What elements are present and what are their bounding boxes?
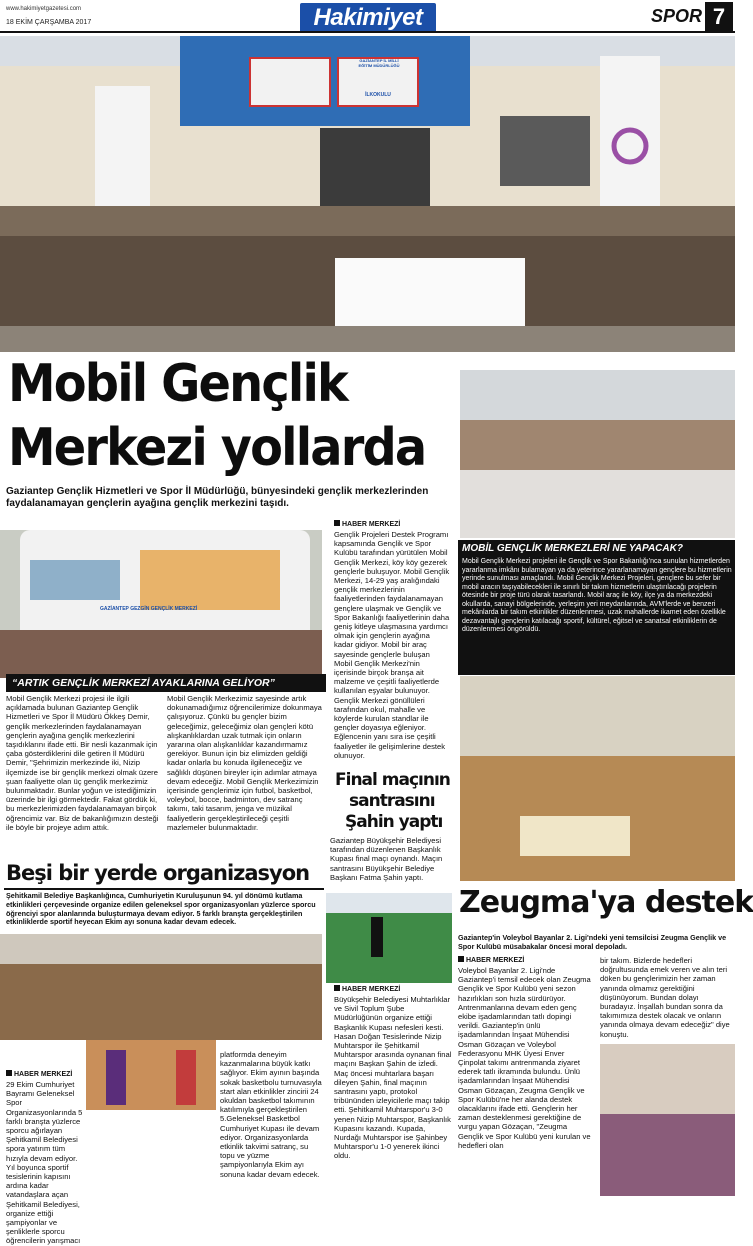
final-headline-line2: santrasını <box>349 791 435 811</box>
building-sign-right: İLKOKULU <box>365 92 391 98</box>
page-number: 7 <box>705 2 733 32</box>
final-headline-line1: Final maçının <box>335 770 450 790</box>
zeugma-byline: HABER MERKEZİ <box>458 956 524 964</box>
volleyball-players-photo <box>600 1044 735 1196</box>
besi-byline: HABER MERKEZİ <box>6 1070 72 1078</box>
main-headline-line2: Merkezi yollarda <box>8 418 426 478</box>
quote-banner: “ARTIK GENÇLİK MERKEZİ AYAKLARINA GELİYOR” <box>6 674 326 692</box>
main-byline: HABER MERKEZİ <box>334 520 400 528</box>
header-divider <box>0 31 735 33</box>
besi-headline: Beşi bir yerde organizasyon <box>6 861 310 885</box>
main-headline-line1: Mobil Gençlik <box>8 354 347 414</box>
newspaper-logo <box>300 3 436 33</box>
besi-col1: 29 Ekim Cumhuriyet Bayramı Geleneksel Spor Organizasyonlarında 5 farklı branşta yüzlerce sporcu ağırlayan Şehitkamil Belediyesi spora yatırım tüm hızıyla devam ediyor. Yıl boyunca sportif tesislerinin kapısını ardına kadar vatandaşlara açan Şehitkamil Belediyesi, organize ettiği şampiyonlar ve şenliklerle sporcu öğrencilerin yarışmacı <box>6 1080 83 1246</box>
sidebar-text: Mobil Gençlik Merkezi projeleri ile Gençlik ve Spor Bakanlığı'nca sunulan hizmetlerden yararlanma imkânı bulamayan ya da yeterince yararlanamayan gençlere bu hizmetlerin yerinde sunulması amaçlandı. Mobil Gençlik Merkezi Projeleri, gençlere bu sefer bir mobil aracın taşıyabilecekleri ile sınırlı bir takım hizmetlerin ulaştırılacağı projelerin ötesinde bir proje türü olarak tasarlandı. Mobil araç ile köy, ilçe ya da merkezdeki okullarda, sanayi bölgelerinde, yerleşim yeri meydanlarında, AVM'lerde ve benzeri mekânlarda bir takım etkinlikler düzenlenmesi, uzak mahallerde ikamet eden özellikle dezavantajlı gençlerin katılacağı sportif, kültürel, eğitsel ve sanatsal etkinliklerin de düzenlenmesi öngörüldü. <box>462 558 732 633</box>
zeugma-col1: Voleybol Bayanlar 2. Ligi'nde Gaziantep'i temsil edecek olan Zeugma Gençlik ve Spor Kulübü yeni sezon hazırlıkları son hızla sürdürüyor. Antrenmanlarına devam eden genç ekibe işadamlarından tatlı dopingi verildi. Gaziantep'in ünlü işadamlarından İnşaat Mühendisi Osman Gözaçan ve Voleybol Federasyonu MHK Üyesi Enver Çinpolat takımı antrenmanda ziyaret ederek tatlı ikramında bulundu. Ünlü işadamlarından İnşaat Mühendisi Osman Gözaçan, Zeugma Gençlik ve Spor Kulübü'ne her alanda destek olacaklarını ifade etti. Gençlerin her zaman desteklenmesi gerektiğine de vurgu yapan Gözaçan, "Zeugma Gençlik ve Spor Kulübü yeni kurulan ve hedefleri olan <box>458 966 591 1150</box>
besi-divider <box>4 888 324 890</box>
zeugma-col2: bir takım. Bizlerde hedefleri doğrultusunda emek veren ve alın teri döken bu gençlerimizin her zaman yanında olmamız gerektiğini düşünüyorum. Bundan dolayı buradayız. İnşallah bundan sonra da takımımıza destek olacak ve onların yanında olmaya devam edeceğiz" diye konuştu. <box>600 956 730 1039</box>
building-sign-left: GAZİANTEP İL MİLLİ EĞİTİM MÜDÜRLÜĞÜ <box>358 58 400 68</box>
issue-date: 18 EKİM ÇARŞAMBA 2017 <box>6 19 92 26</box>
final-intro: Gaziantep Büyükşehir Belediyesi tarafından düzenlenen Başkanlık Kupası final maçı oynandı. Maçın santrasını Büyükşehir Belediye Başkanı Fatma Şahin yaptı. <box>330 836 443 882</box>
sidebar-title: MOBİL GENÇLİK MERKEZLERİ NE YAPACAK? <box>462 543 683 554</box>
main-story-right-col: Gençlik Projeleri Destek Programı kapsamında Gençlik ve Spor Kulübü tarafından yürütülen Mobil Gençlik Merkezi, köy köy gezerek gençlerle buluşuyor. Mobil Gençlik Merkezi, 14-29 yaş aralığındaki gençlik merkezlerinin faaliyetlerinden faydalanamayan gençlere ulaşmak ve Gençlik ve Spor Bakanlığı faaliyetlerinin daha geniş kitleye ulaşmasına yardımcı olmak için gençlerin ayağına kadar gidiyor. Mobil bir araç sayesinde gençlerle buluşan Mobil Gençlik Merkezi'nin içerisinde birçok branşa ait malzeme ve çeşitli faaliyetlerde kullanılan eşyalar bulunuyor. Gençlik Merkezi gönüllüleri tarafından okul, mahalle ve köylerde kurulan standlar ile gençler doyasıya eğleniyor. Eğlencenin yanı sıra ise çeşitli faaliyetler ile gelişimlerine destek olunuyor. <box>334 530 450 760</box>
final-headline <box>335 770 455 833</box>
main-story-col1: Mobil Gençlik Merkezi projesi ile ilgili açıklamada bulunan Gaziantep Gençlik Hizmetleri ve Spor İl Müdürü Ökkeş Demir, gençlik merkezlerinden faydalanamayan gençlerin ayağına gençlik merkezlerini taşıdıklarını ifade etti. Bir nesli kazanmak için çaba gösterdiklerini dile getiren İl Müdürü Demir, "Şehrimizin merkezinde iki, Nizip ilçemizde ise bir gençlik merkezi olmak üzere şuan faaliyette olan üç gençlik merkezimiz bulunmaktadır. Bunlar yoğun ve istediğimizin üzerinde bir ilgi görmektedir. Fakat gördük ki, bu merkezlerimizden faydalanamayan birçok öğrencimiz var. Biz de bakanlığımızın desteği ile böyle bir projeye adım attık. <box>6 694 159 832</box>
final-story-body: Büyükşehir Belediyesi Muhtarlıklar ve Sivil Toplum Şube Müdürlüğünün organize ettiği Başkanlık Kupası nefesleri kesti. Hasan Doğan Tesislerinde Nizip Muhtarspor ile Şehitkamil Muhtarspor arasında oynanan final maçını Başkan Şahin de izledi. Maç öncesi muhtarlara başarı dileyen Şahin, final maçının santrasını yaptı, protokol tribününden izleyicilerle maçı takip etti. Şehitkamil Muhtarspor'u 3-0 yenen Nizip Muhtarspor, Başkanlık Kupasını kazandı. Kupada, Nurdağı Muhtarspor ise Şahinbey Muhtarspor'u 1-0 yenerek ikinci oldu. <box>334 995 452 1161</box>
logo-text: Hakimiyet <box>313 4 423 31</box>
site-url[interactable]: www.hakimiyetgazetesi.com <box>6 6 82 12</box>
football-photo <box>326 893 452 983</box>
volleyball-team-photo <box>460 676 735 881</box>
mobile-center-van-photo <box>0 530 322 678</box>
final-headline-line3: Şahin yaptı <box>345 812 443 832</box>
main-story-col2: Mobil Gençlik Merkezimiz sayesinde artık dokunamadığımız öğrencilerimize dokunmaya çalışıyoruz. Çünkü bu gençler bizim geleceğimiz, geleceğimiz olan gençleri kötü alışkanlıklardan uzak tutmak için onların yararına olan alışkanlıklar kazandırmamız gerekiyor. Bunun için biz elimizden geldiği kadar onlarla bu konuda ilgileneceğiz ve sağlıklı düşünen bireyler için adımlar atmaya devam edeceğiz. Mobil Gençlik Merkezimizin içerisinde gençlerimiz için futbol, basketbol, voleybol, bocce, badminton, dev satranç takımı, taki tasarım, jenga ve müzikal faaliyetlerin gerçekleştirileceği çeşitli mazlemeler bulunmaktadır. <box>167 694 322 832</box>
section-title: SPOR <box>651 6 703 26</box>
besi-col2: platformda deneyim kazanmalarına büyük katkı sağlıyor. Ekim ayının başında sokak basketbolu turnuvasıyla start alan etkinlikler zincirii 24 okuldan basketbol takımının katılımıyla gerçekleştirilen 5.Geleneksel Basketbol Cumhuriyet Kupası ile devam ediyor. Organizasyonlarda etkinlik takvimi satranç, su topu ve yüzme şampiyonlarıyla Ekim ayı sonuna kadar devam edecek. <box>220 1050 322 1179</box>
besi-deck: Şehitkamil Belediye Başkanlığınca, Cumhuriyetin Kuruluşunun 94. yıl dönümü kutlama etkinlikleri çerçevesinde organize edilen geleneksel spor organizasyonları yüzlerce sporcu öğrenciyi spor alanlarında buluşturmaya devam ediyor. 5 farklı branşta gerçekleştirilen etkinliklerde sportif heyecan Ekim ayı sonuna kadar devam edecek. <box>6 891 316 927</box>
group-photo-school <box>0 36 735 352</box>
children-photo <box>460 370 735 538</box>
van-banner-text: GAZİANTEP GEZGİN GENÇLİK MERKEZİ <box>100 606 198 612</box>
zeugma-deck: Gaziantep'in Voleybol Bayanlar 2. Ligi'ndeki yeni temsilcisi Zeugma Gençlik ve Spor Kulübü müsabakalar öncesi moral depoladı. <box>458 933 727 951</box>
basketball-match-photo <box>86 1040 216 1110</box>
final-byline: HABER MERKEZİ <box>334 985 400 993</box>
main-deck: Gaziantep Gençlik Hizmetleri ve Spor İl Müdürlüğü, bünyesindeki gençlik merkezlerinden faydalanamayan gençlerin ayağına gençlik merkezini taşıdı. <box>6 486 429 509</box>
zeugma-headline: Zeugma'ya destek <box>459 885 753 920</box>
basketball-team-photo <box>0 934 322 1040</box>
